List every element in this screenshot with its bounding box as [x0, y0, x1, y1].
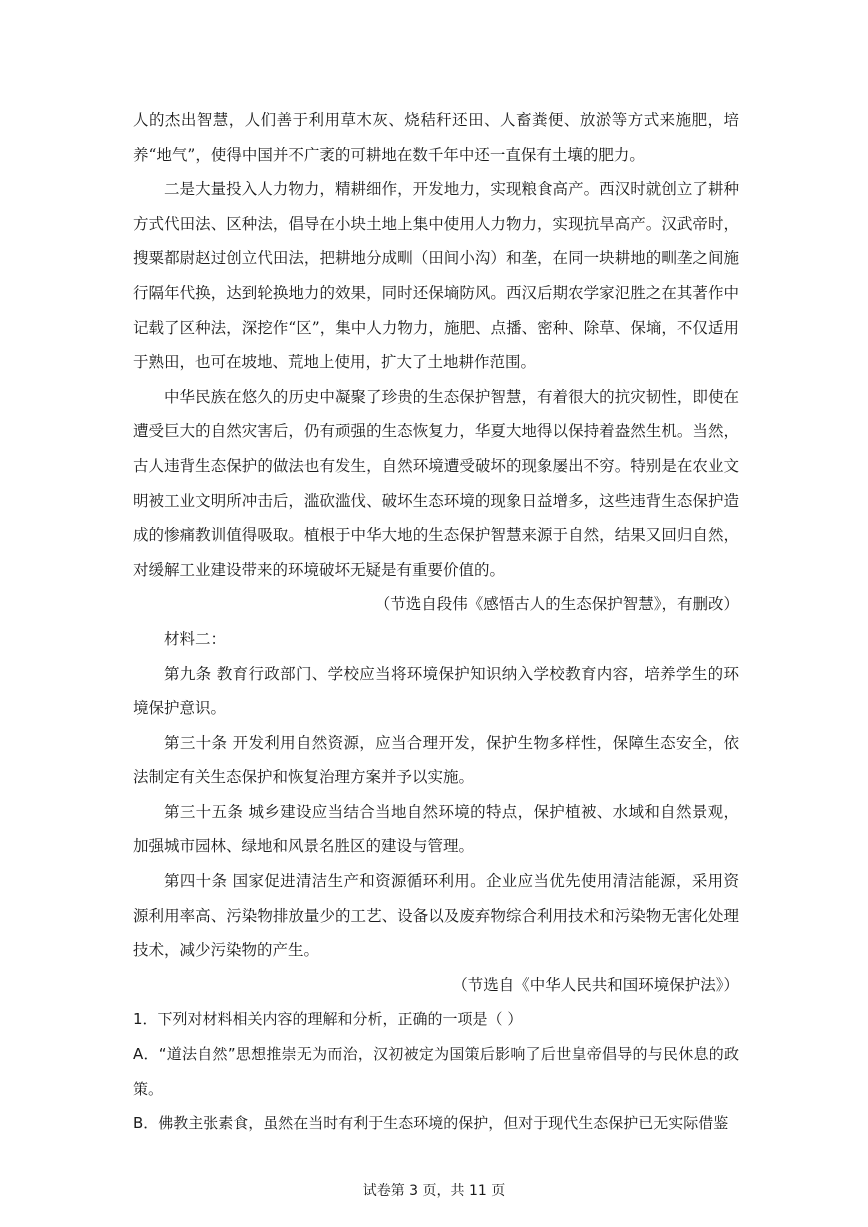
material1-paragraph-2: 二是大量投入人力物力，精耕细作，开发地力，实现粮食高产。西汉时就创立了耕种方式代田法、区种法，倡导在小块土地上集中使用人力物力，实现抗旱高产。汉武帝时，搜粟都尉赵过创立代田法，把耕地分成甽（田间小沟）和垄，在同一块耕地的甽垄之间施行隔年代换，达到轮换地力的效果，同时还保墒防风。西汉后期农学家氾胜之在其著作中记载了区种法，深挖作“区”，集中人力物力，施肥、点播、密种、除草、保墒，不仅适用于熟田，也可在坡地、荒地上使用，扩大了土地耕作范围。: [133, 180, 739, 372]
page-footer: 试卷第 3 页，共 11 页: [362, 1183, 506, 1199]
page-content: [133, 103, 739, 1141]
question-1-option-b: B．佛教主张素食，虽然在当时有利于生态环境的保护，但对于现代生态保护已无实际借鉴: [133, 1114, 729, 1133]
article-35: 第三十五条 城乡建设应当结合当地自然环境的特点，保护植被、水域和自然景观，加强城市园林、绿地和风景名胜区的建设与管理。: [133, 802, 739, 856]
article-40: 第四十条 国家促进清洁生产和资源循环利用。企业应当优先使用清洁能源，采用资源利用率高、污染物排放量少的工艺、设备以及废弃物综合利用技术和污染物无害化处理技术，减少污染物的产生。: [133, 872, 739, 960]
material2-source: （节选自《中华人民共和国环境保护法》）: [452, 975, 739, 994]
material1-paragraph-continued: 人的杰出智慧，人们善于利用草木灰、烧秸秆还田、人畜粪便、放淤等方式来施肥，培养“地气”，使得中国并不广袤的可耕地在数千年中还一直保有土壤的肥力。: [133, 111, 739, 164]
article-30: 第三十条 开发利用自然资源，应当合理开发，保护生物多样性，保障生态安全，依法制定有关生态保护和恢复治理方案并予以实施。: [133, 733, 739, 787]
material1-paragraph-3: 中华民族在悠久的历史中凝聚了珍贵的生态保护智慧，有着很大的抗灾韧性，即使在遭受巨大的自然灾害后，仍有顽强的生态恢复力，华夏大地得以保持着盎然生机。当然，古人违背生态保护的做法也有发生，自然环境遭受破坏的现象屡出不穷。特别是在农业文明被工业文明所冲击后，滥砍滥伐、破坏生态环境的现象日益增多，这些违背生态保护造成的惨痛教训值得吸取。植根于中华大地的生态保护智慧来源于自然，结果又回归自然，对缓解工业建设带来的环境破坏无疑是有重要价值的。: [133, 387, 739, 579]
article-9: 第九条 教育行政部门、学校应当将环境保护知识纳入学校教育内容，培养学生的环境保护意识。: [133, 664, 739, 718]
question-1-stem: 1．下列对材料相关内容的理解和分析，正确的一项是（ ）: [133, 1010, 523, 1029]
question-1-option-a: A．“道法自然”思想推崇无为而治，汉初被定为国策后影响了后世皇帝倡导的与民休息的政策。: [133, 1045, 739, 1098]
material2-heading: 材料二：: [164, 629, 227, 648]
material1-source: （节选自段伟《感悟古人的生态保护智慧》，有删改）: [374, 595, 739, 614]
